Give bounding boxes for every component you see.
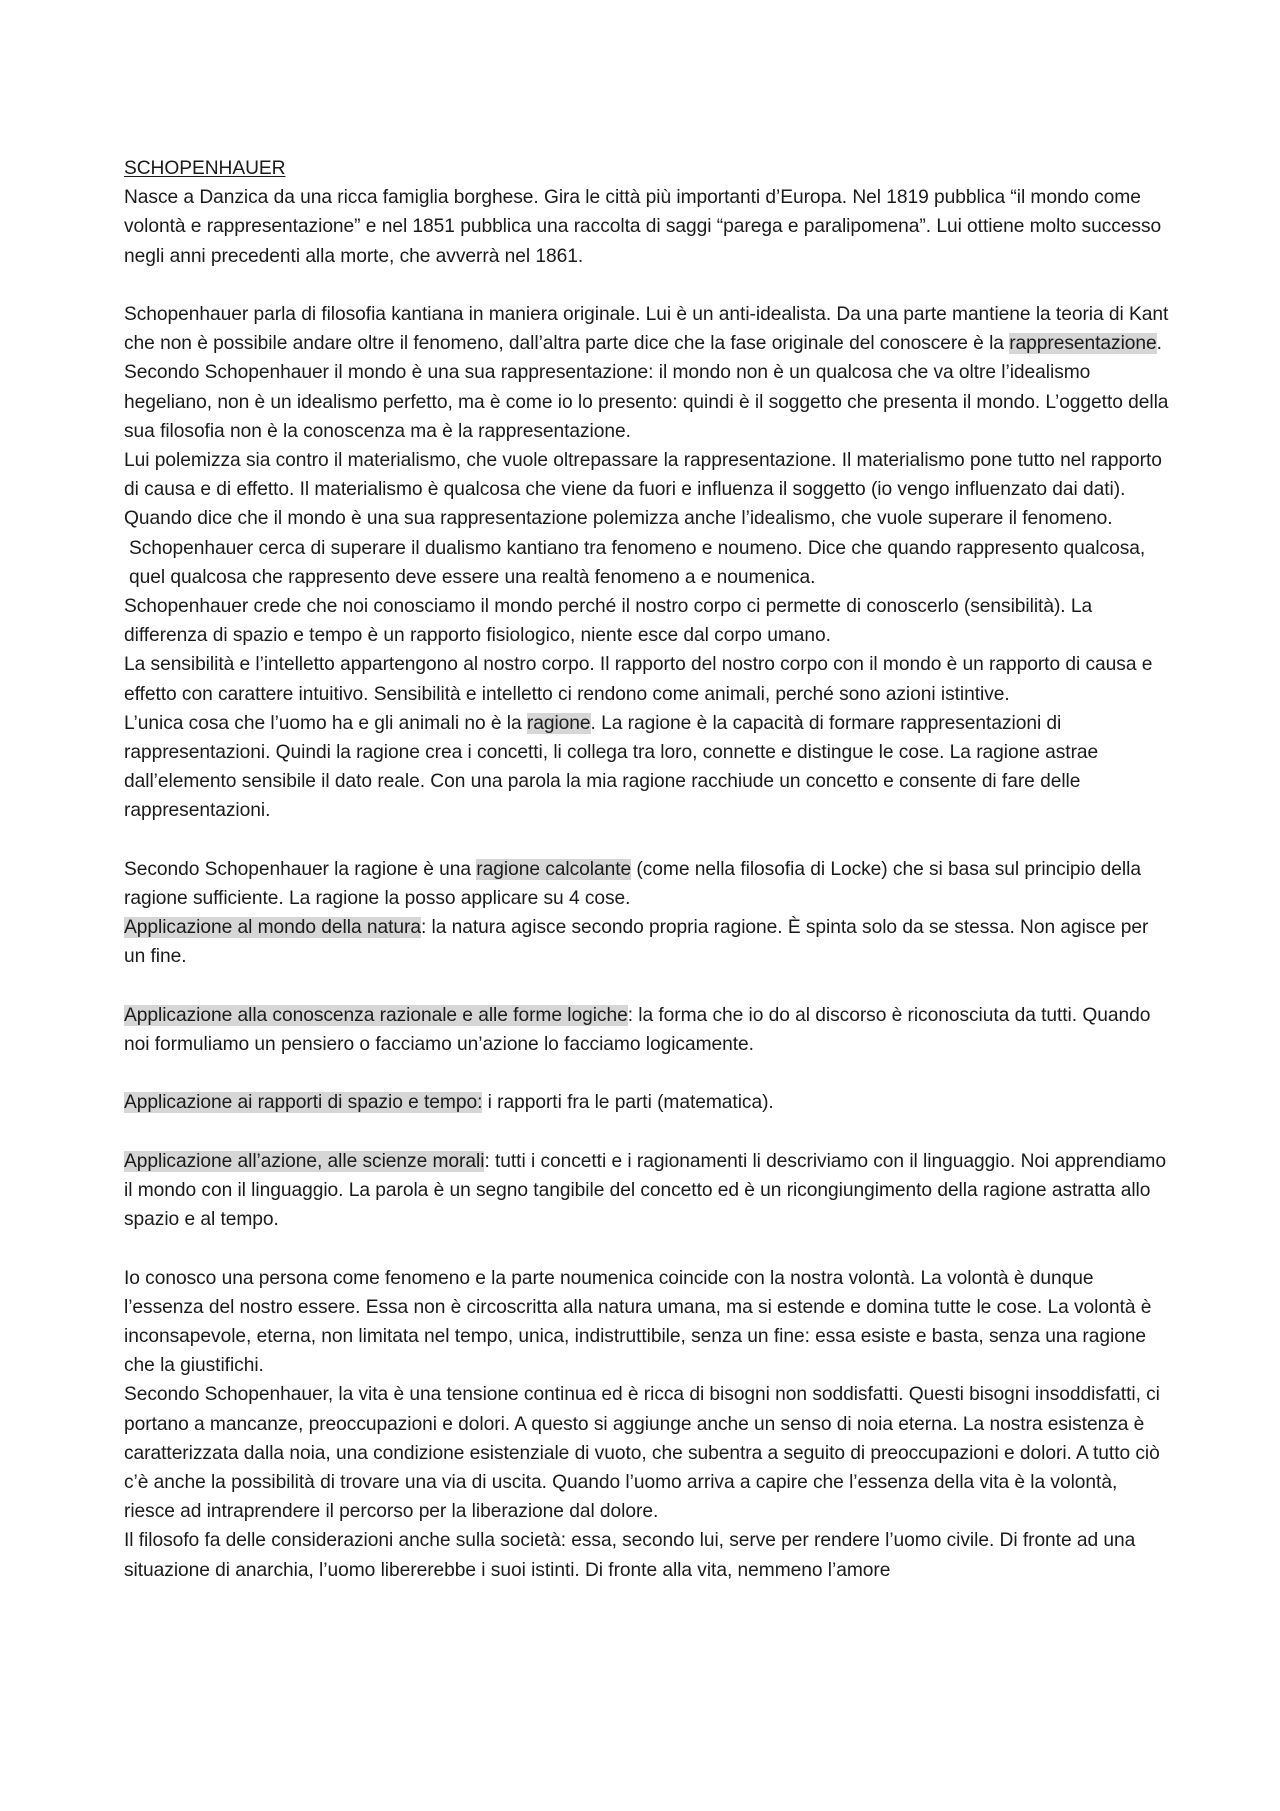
paragraph-reason [124,709,1172,826]
paragraph-biography: Nasce a Danzica da una ricca famiglia borghese. Gira le città più importanti d’Europa. Nel 1819 pubblica “il mondo come volontà e rappresentazione” e nel 1851 pubblica una raccolta di saggi “parega e paralipomena”. Lui ottiene molto successo negli anni precedenti alla morte, che avverrà nel 1861. [124,187,1162,267]
text-run: : tutti i concetti e i ragionamenti li descriviamo con il linguaggio. Noi apprendiamo il mondo con il linguaggio. La parola è un segno tangibile del concetto ed è un ricongiungimento della ragione astratta allo spazio e al tempo. [124,1150,1166,1231]
paragraph-application-nature [124,913,1172,971]
paragraph-application-moral [124,1147,1172,1235]
highlighted-term: Applicazione all’azione, alle scienze morali [124,1150,485,1172]
text-run: . [1156,333,1162,355]
highlighted-term: Applicazione alla conoscenza razionale e alle forme logiche [124,1004,628,1026]
text-run: : la forma che io do al discorso è riconosciuta da tutti. Quando noi formuliamo un pensiero o facciamo un’azione lo facciamo logicamente. [124,1004,1151,1056]
text-run: (come nella filosofia di Locke) che si basa sul principio della ragione sufficiente. La ragione la posso applicare su 4 cose. [124,858,1141,910]
text-run: i rapporti fra le parti (matematica). [482,1092,774,1114]
paragraph-life-tension: Secondo Schopenhauer, la vita è una tensione continua ed è ricca di bisogni non soddisfatti. Questi bisogni insoddisfatti, ci portano a mancanze, preoccupazioni e dolori. A questo si aggiunge anche un senso di noia eterna. La nostra esistenza è caratterizzata dalla noia, una condizione esistenziale di vuoto, che subentra a seguito di preoccupazioni e dolori. A tutto ciò c’è anche la possibilità di trovare una via di uscita. Quando l’uomo arriva a capire che l’essenza della vita è la volontà, riesce ad intraprendere il percorso per la liberazione dal dolore. [124,1384,1160,1523]
highlighted-term: ragione calcolante [476,858,632,880]
text-run: Schopenhauer parla di filosofia kantiana in maniera originale. Lui è un anti-idealista. Da una parte mantiene la teoria di Kant che non è possibile andare oltre il fenomeno, dall’altra parte dice che la fase originale del conoscere è la [124,304,1169,355]
paragraph-gap [124,826,1172,855]
highlighted-term: rappresentazione [1009,333,1157,355]
paragraph-gap [124,1118,1172,1147]
highlighted-term: ragione [526,712,591,734]
highlighted-term: Applicazione al mondo della natura [124,917,421,939]
highlighted-term: Applicazione ai rapporti di spazio e tempo: [124,1092,483,1114]
paragraph-society: Il filosofo fa delle considerazioni anche sulla società: essa, secondo lui, serve per rendere l’uomo civile. Di fronte ad una situazione di anarchia, l’uomo libererebbe i suoi istinti. Di fronte alla vita, nemmeno l’amore [124,1530,1136,1581]
text-run: L’unica cosa che l’uomo ha e gli animali no è la [124,712,527,734]
paragraph-world-representation: Secondo Schopenhauer il mondo è una sua rappresentazione: il mondo non è un qualcosa che va oltre l’idealismo hegeliano, non è un idealismo perfetto, ma è come io lo presento: quindi è il soggetto che presenta il mondo. L’oggetto della sua filosofia non è la conoscenza ma è la rappresentazione. [124,362,1169,442]
text-run: : la natura agisce secondo propria ragione. È spinta solo da se stessa. Non agisce per un fine. [124,917,1149,968]
paragraph-will: Io conosco una persona come fenomeno e la parte noumenica coincide con la nostra volontà. La volontà è dunque l’essenza del nostro essere. Essa non è circoscritta alla natura umana, ma si estende e domina tutte le cose. La volontà è inconsapevole, eterna, non limitata nel tempo, unica, indistruttibile, senza un fine: essa esiste e basta, senza una ragione che la giustifichi. [124,1267,1152,1377]
paragraph-dualism: Schopenhauer cerca di superare il dualismo kantiano tra fenomeno e noumeno. Dice che quando rappresento qualcosa, quel qualcosa che rappresento deve essere una realtà fenomeno a e noumenica. [129,537,1146,588]
paragraph-gap [124,1059,1172,1088]
text-run: . La ragione è la capacità di formare rappresentazioni di rappresentazioni. Quindi la ragione crea i concetti, li collega tra loro, connette e distingue le cose. La ragione astrae dall’elemento sensibile il dato reale. Con una parola la mia ragione racchiude un concetto e consente di fare delle rappresentazioni. [124,712,1099,822]
paragraph-gap [124,1234,1172,1263]
paragraph-gap [124,972,1172,1001]
paragraph-application-logic [124,1001,1172,1059]
paragraph-calculating-reason [124,855,1172,913]
paragraph-body-knowledge: Schopenhauer crede che noi conosciamo il mondo perché il nostro corpo ci permette di conoscerlo (sensibilità). La differenza di spazio e tempo è un rapporto fisiologico, niente esce dal corpo umano. [124,596,1093,647]
text-run: Secondo Schopenhauer la ragione è una [124,858,477,880]
paragraph-materialism: Lui polemizza sia contro il materialismo, che vuole oltrepassare la rappresentazione. Il materialismo pone tutto nel rapporto di causa e di effetto. Il materialismo è qualcosa che viene da fuori e influenza il soggetto (io vengo influenzato dai dati). Quando dice che il mondo è una sua rappresentazione polemizza anche l’idealismo, che vuole superare il fenomeno. [124,450,1162,530]
document-title: SCHOPENHAUER [124,158,286,179]
paragraph-gap [124,271,1172,300]
document-page [124,154,1172,1585]
paragraph-kantian [124,300,1172,358]
paragraph-application-space-time [124,1088,1172,1117]
paragraph-sensibility: La sensibilità e l’intelletto appartengono al nostro corpo. Il rapporto del nostro corpo con il mondo è un rapporto di causa e effetto con carattere intuitivo. Sensibilità e intelletto ci rendono come animali, perché sono azioni istintive. [124,654,1153,705]
